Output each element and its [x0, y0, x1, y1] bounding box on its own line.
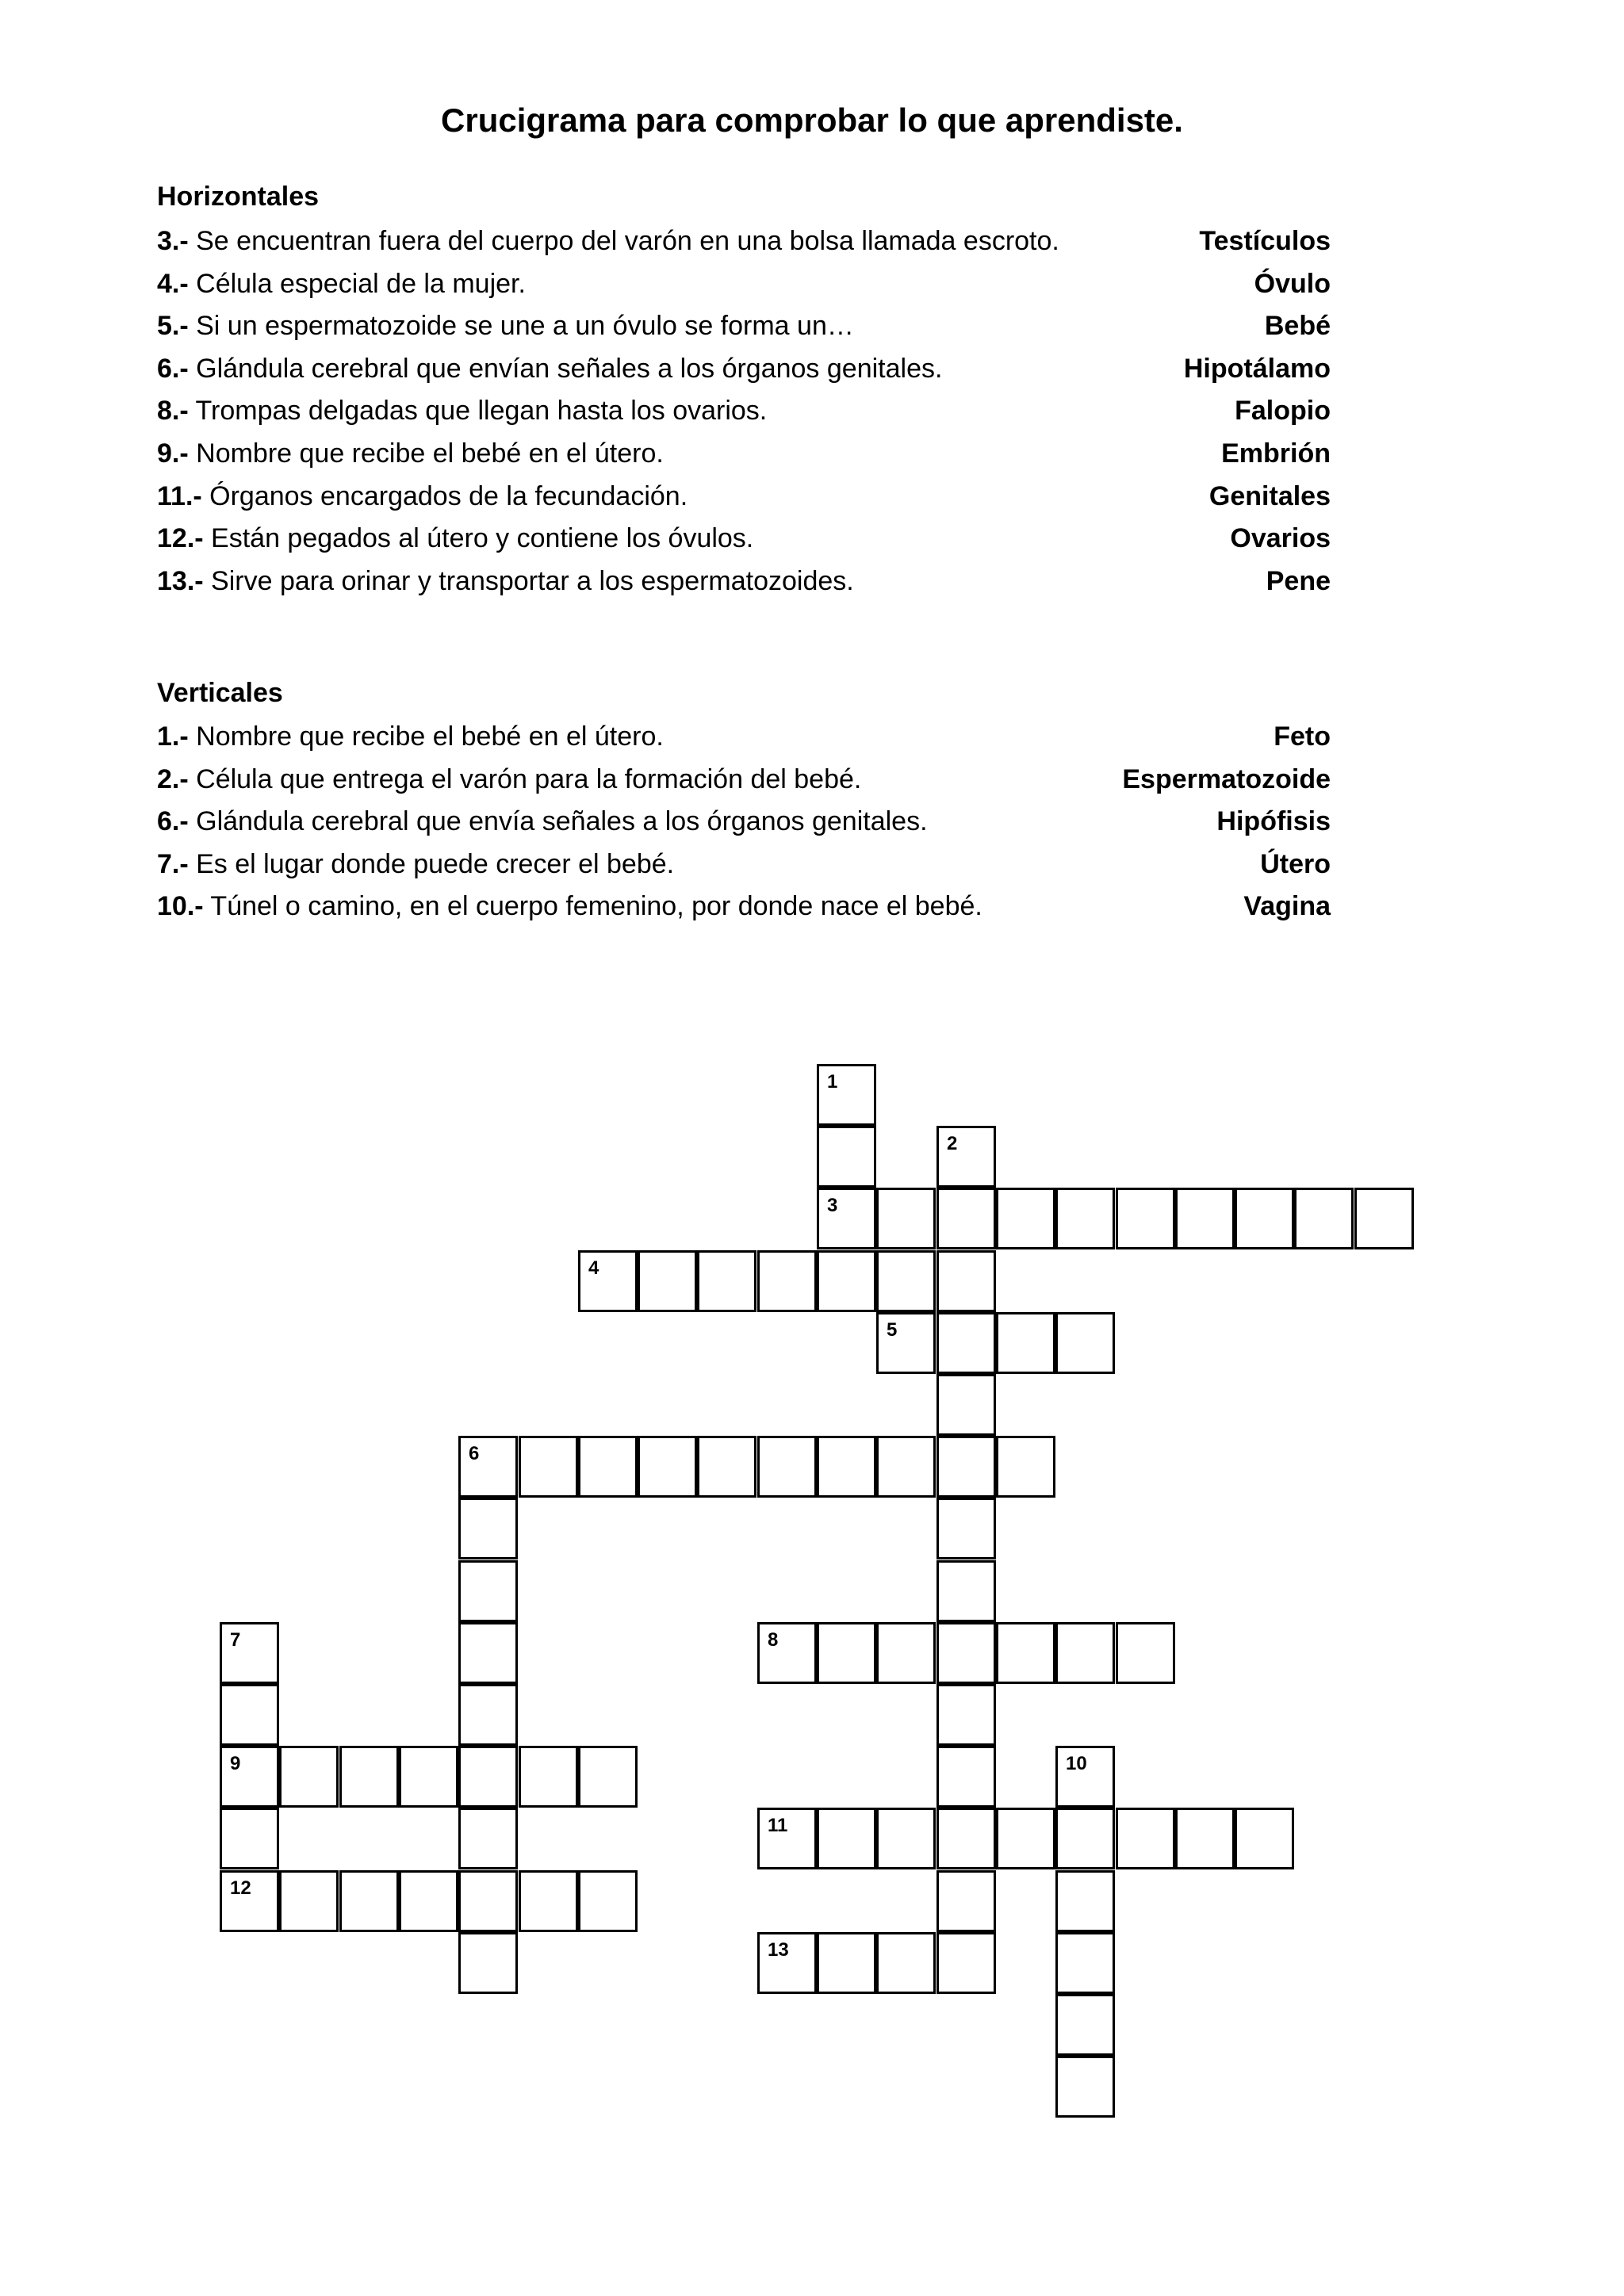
crossword-cell[interactable] [996, 1188, 1055, 1249]
crossword-cell[interactable] [458, 1684, 518, 1746]
clue-text: Si un espermatozoide se une a un óvulo se forma un… [188, 311, 854, 342]
clue-number-label: 11 [768, 1815, 788, 1836]
clue-number: 6.- [157, 353, 189, 384]
clue-text: Célula que entrega el varón para la formación del bebé. [188, 763, 862, 794]
clue-row [157, 226, 1331, 267]
crossword-cell[interactable] [936, 1808, 996, 1869]
clue-text: Túnel o camino, en el cuerpo femenino, por donde nace el bebé. [203, 891, 982, 922]
crossword-cell[interactable] [519, 1436, 578, 1498]
crossword-cell[interactable] [876, 1808, 936, 1869]
clue-answer: Óvulo [1254, 268, 1331, 299]
clue-row [157, 764, 1331, 806]
crossword-cell[interactable] [1116, 1622, 1175, 1684]
clue-number-label: 3 [827, 1195, 838, 1216]
clue-number-label: 5 [887, 1319, 898, 1341]
clue-row [157, 354, 1331, 395]
clue-text: Órganos encargados de la fecundación. [201, 480, 688, 511]
crossword-cell[interactable] [220, 1746, 279, 1808]
crossword-cell[interactable] [519, 1746, 578, 1808]
crossword-cell[interactable] [458, 1560, 518, 1622]
clue-number-label: 1 [827, 1071, 838, 1093]
crossword-cell[interactable] [339, 1746, 399, 1808]
crossword-cell[interactable] [757, 1250, 817, 1312]
crossword-cell[interactable] [1055, 1808, 1115, 1869]
crossword-cell[interactable] [1055, 1932, 1115, 1994]
crossword-cell[interactable] [936, 1126, 996, 1188]
clue-text: Trompas delgadas que llegan hasta los ovarios. [188, 396, 768, 427]
crossword-cell[interactable] [817, 1188, 876, 1249]
clue-number: 5.- [157, 311, 189, 342]
crossword-cell[interactable] [220, 1622, 279, 1684]
clue-number: 3.- [157, 226, 189, 256]
crossword-cell[interactable] [936, 1250, 996, 1312]
clue-number: 11.- [157, 480, 202, 511]
crossword-cell[interactable] [936, 1622, 996, 1684]
crossword-cell[interactable] [876, 1622, 936, 1684]
clue-number-label: 7 [230, 1629, 241, 1651]
clue-row [157, 806, 1331, 848]
clue-answer: Ovarios [1230, 523, 1331, 554]
clue-row [157, 523, 1331, 564]
clue-row [157, 849, 1331, 890]
clue-number-label: 9 [230, 1753, 241, 1774]
crossword-cell[interactable] [1354, 1188, 1414, 1249]
crossword-cell[interactable] [876, 1250, 936, 1312]
crossword-cell[interactable] [757, 1932, 817, 1994]
crossword-cell[interactable] [817, 1436, 876, 1498]
crossword-cell[interactable] [936, 1312, 996, 1374]
crossword-cell[interactable] [936, 1870, 996, 1932]
crossword-cell[interactable] [1055, 1312, 1115, 1374]
clue-number-label: 10 [1066, 1753, 1087, 1774]
clue-text: Se encuentran fuera del cuerpo del varón en una bolsa llamada escroto. [188, 226, 1059, 256]
crossword-cell[interactable] [1055, 1622, 1115, 1684]
crossword-cell[interactable] [936, 1932, 996, 1994]
horizontales-heading: Horizontales [157, 182, 320, 212]
crossword-cell[interactable] [876, 1312, 936, 1374]
crossword-cell[interactable] [876, 1188, 936, 1249]
clue-text: Sirve para orinar y transportar a los espermatozoides. [203, 565, 854, 596]
clue-answer: Hipotálamo [1183, 353, 1331, 384]
crossword-cell[interactable] [458, 1436, 518, 1498]
clue-row [157, 269, 1331, 310]
crossword-cell[interactable] [757, 1808, 817, 1869]
clue-number: 1.- [157, 721, 189, 752]
clue-row [157, 311, 1331, 352]
clue-row [157, 721, 1331, 763]
crossword-cell[interactable] [1055, 2056, 1115, 2118]
clue-answer: Espermatozoide [1122, 763, 1331, 794]
clue-row [157, 438, 1331, 480]
crossword-cell[interactable] [578, 1870, 638, 1932]
clue-number-label: 12 [230, 1877, 251, 1899]
clue-text: Es el lugar donde puede crecer el bebé. [188, 848, 675, 879]
clue-answer: Útero [1260, 848, 1331, 879]
crossword-cell[interactable] [996, 1312, 1055, 1374]
crossword-cell[interactable] [458, 1746, 518, 1808]
clue-number: 13.- [157, 565, 204, 596]
crossword-cell[interactable] [279, 1746, 339, 1808]
crossword-cell[interactable] [817, 1622, 876, 1684]
crossword-cell[interactable] [876, 1436, 936, 1498]
clue-number: 6.- [157, 806, 189, 837]
crossword-cell[interactable] [876, 1932, 936, 1994]
crossword-cell[interactable] [399, 1746, 458, 1808]
crossword-cell[interactable] [220, 1870, 279, 1932]
crossword-cell[interactable] [458, 1622, 518, 1684]
clue-number-label: 13 [768, 1939, 789, 1961]
clue-answer: Bebé [1264, 311, 1331, 342]
clue-text: Célula especial de la mujer. [188, 268, 526, 299]
clue-text: Nombre que recibe el bebé en el útero. [188, 721, 664, 752]
clue-number-label: 6 [469, 1443, 480, 1464]
verticales-heading: Verticales [157, 678, 283, 708]
clue-text: Glándula cerebral que envían señales a los órganos genitales. [188, 353, 943, 384]
crossword-cell[interactable] [458, 1932, 518, 1994]
crossword-cell[interactable] [339, 1870, 399, 1932]
page-title: Crucigrama para comprobar lo que aprendiste. [441, 101, 1183, 139]
crossword-cell[interactable] [1055, 1746, 1115, 1808]
clue-number-label: 2 [947, 1133, 958, 1154]
crossword-cell[interactable] [936, 1498, 996, 1559]
clue-answer: Feto [1274, 721, 1331, 752]
clue-answer: Hipófisis [1216, 806, 1331, 837]
clue-number: 8.- [157, 396, 189, 427]
crossword-cell[interactable] [1235, 1188, 1294, 1249]
crossword-cell[interactable] [996, 1808, 1055, 1869]
crossword-cell[interactable] [697, 1436, 756, 1498]
clue-number-label: 4 [588, 1257, 599, 1279]
clue-answer: Embrión [1221, 438, 1331, 469]
crossword-cell[interactable] [817, 1808, 876, 1869]
crossword-cell[interactable] [817, 1932, 876, 1994]
crossword-cell[interactable] [757, 1622, 817, 1684]
crossword-cell[interactable] [817, 1250, 876, 1312]
crossword-cell[interactable] [220, 1684, 279, 1746]
crossword-cell[interactable] [399, 1870, 458, 1932]
clue-number-label: 8 [768, 1629, 779, 1651]
crossword-cell[interactable] [458, 1870, 518, 1932]
clue-number: 10.- [157, 891, 204, 922]
clue-answer: Genitales [1208, 480, 1331, 511]
crossword-cell[interactable] [1055, 1188, 1115, 1249]
crossword-cell[interactable] [578, 1746, 638, 1808]
crossword-cell[interactable] [1175, 1808, 1235, 1869]
clue-row [157, 566, 1331, 607]
crossword-cell[interactable] [1055, 1870, 1115, 1932]
crossword-cell[interactable] [578, 1436, 638, 1498]
crossword-cell[interactable] [1175, 1188, 1235, 1249]
crossword-cell[interactable] [578, 1250, 638, 1312]
clue-row [157, 396, 1331, 437]
clue-answer: Falopio [1235, 396, 1331, 427]
clue-row [157, 891, 1331, 932]
clue-answer: Vagina [1243, 891, 1331, 922]
crossword-cell[interactable] [1235, 1808, 1294, 1869]
clue-number: 9.- [157, 438, 189, 469]
crossword-cell[interactable] [996, 1436, 1055, 1498]
crossword-cell[interactable] [519, 1870, 578, 1932]
crossword-cell[interactable] [936, 1188, 996, 1249]
crossword-cell[interactable] [936, 1746, 996, 1808]
clue-row [157, 481, 1331, 522]
crossword-cell[interactable] [1055, 1994, 1115, 2056]
crossword-cell[interactable] [936, 1684, 996, 1746]
crossword-cell[interactable] [638, 1436, 697, 1498]
crossword-cell[interactable] [936, 1436, 996, 1498]
crossword-cell[interactable] [458, 1498, 518, 1559]
clue-number: 7.- [157, 848, 189, 879]
crossword-cell[interactable] [220, 1808, 279, 1869]
clue-text: Glándula cerebral que envía señales a los órganos genitales. [188, 806, 928, 837]
clue-number: 12.- [157, 523, 204, 554]
crossword-cell[interactable] [757, 1436, 817, 1498]
crossword-cell[interactable] [697, 1250, 756, 1312]
crossword-cell[interactable] [1116, 1188, 1175, 1249]
crossword-cell[interactable] [996, 1622, 1055, 1684]
crossword-cell[interactable] [1294, 1188, 1354, 1249]
crossword-cell[interactable] [936, 1560, 996, 1622]
clue-answer: Testículos [1199, 226, 1331, 256]
crossword-cell[interactable] [936, 1374, 996, 1436]
clue-number: 4.- [157, 268, 189, 299]
clue-text: Nombre que recibe el bebé en el útero. [188, 438, 664, 469]
crossword-cell[interactable] [817, 1126, 876, 1188]
clue-number: 2.- [157, 763, 189, 794]
clue-text: Están pegados al útero y contiene los óvulos. [203, 523, 754, 554]
crossword-cell[interactable] [817, 1064, 876, 1126]
clue-answer: Pene [1266, 565, 1331, 596]
crossword-cell[interactable] [1116, 1808, 1175, 1869]
crossword-cell[interactable] [458, 1808, 518, 1869]
crossword-cell[interactable] [279, 1870, 339, 1932]
crossword-cell[interactable] [638, 1250, 697, 1312]
